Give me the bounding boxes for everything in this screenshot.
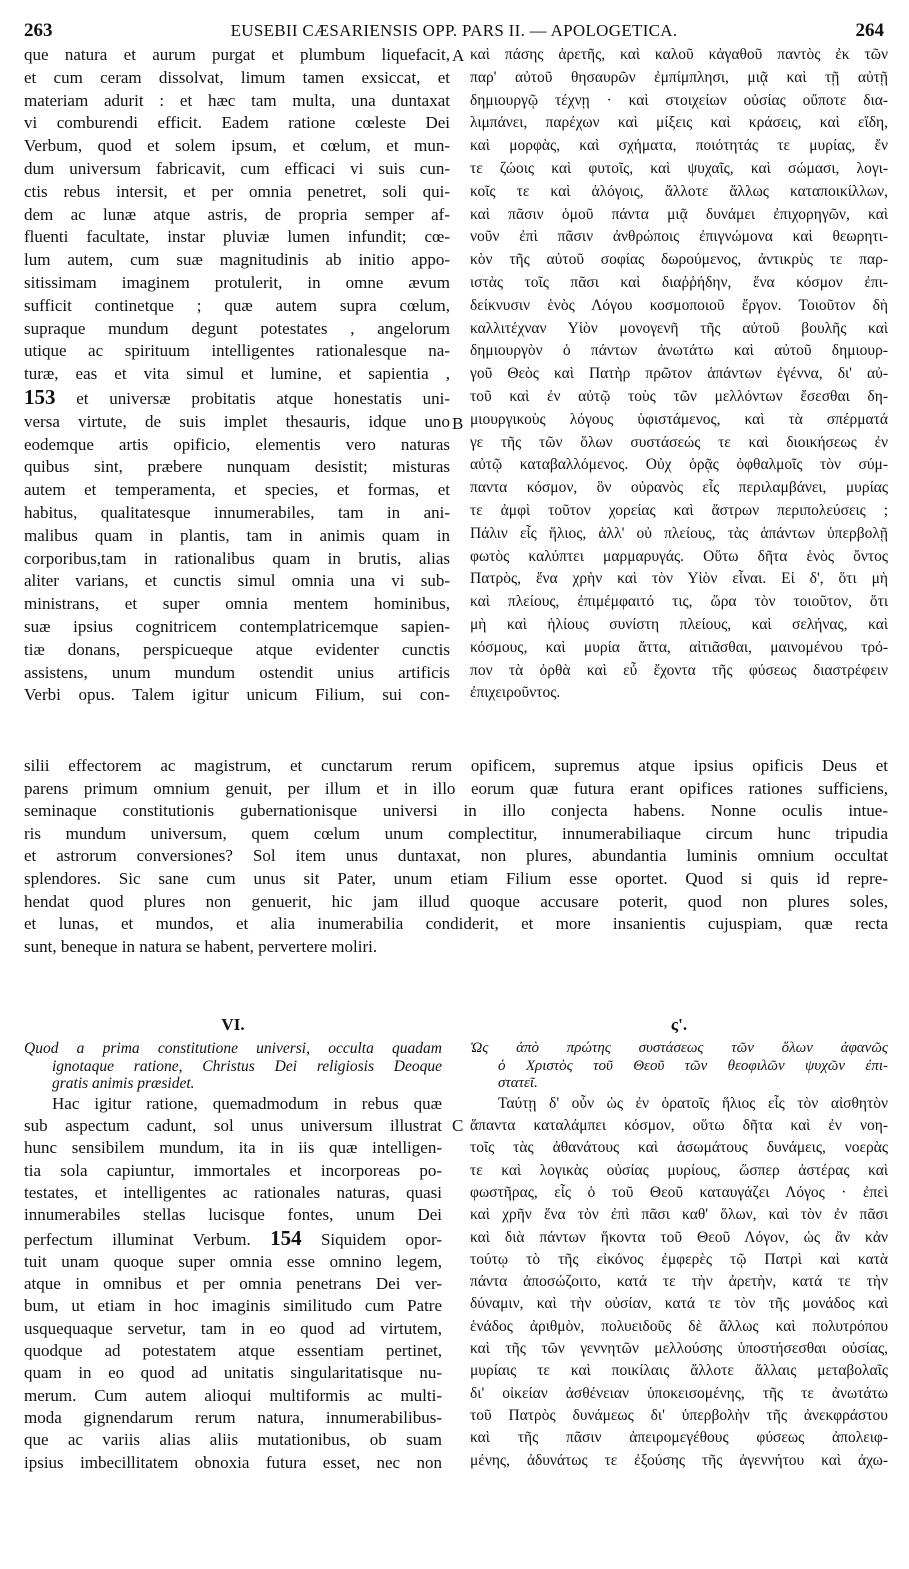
- text-line: τοῦ καὶ ἐν αὐτῷ τοὺς τῶν μελλόντων ἔσεσθαι δη-: [470, 387, 888, 405]
- text-line: τε καὶ λογικὰς οὐσίας μυρίους, ὥσπερ ἀστέρας καὶ: [470, 1161, 888, 1179]
- text-line: μὴ καὶ ἡλίους συνίστη πλείους, καὶ σελήνας, καὶ: [470, 615, 888, 633]
- text-line: φωστῆρας, εἷς ὁ τοῦ Θεοῦ καταυγάζει Λόγος · ἐπεὶ: [470, 1183, 888, 1201]
- text-line: ἐπιχειροῦντος.: [470, 684, 561, 702]
- margin-letter-b: B: [452, 414, 464, 433]
- text-line: sufficit continetque ; quæ autem supra cœlum,: [24, 295, 450, 315]
- latin-column-top: [24, 44, 450, 707]
- page-number-right: 264: [855, 20, 884, 41]
- section-heading-line: ignotaque ratione, Christus Dei religiosis Deoque: [52, 1057, 442, 1075]
- text-line: Πατρὸς, ἕνα χρὴν καὶ τὸν Υἱὸν εἶναι. Εἰ δ', ὅτι μὴ: [470, 570, 888, 588]
- text-line: τοῦ Πατρὸς δυνάμεως δι' ὑπερβολὴν τῆς ἀνεκφράστου: [470, 1406, 888, 1424]
- text-line: testates, et intelligentes ac rationales naturas, quasi: [24, 1182, 442, 1202]
- text-line: μιουργικοὺς λόγους ὑφιστάμενος, καὶ τὰ σπέρματά: [470, 410, 888, 428]
- text-line: γοῦ Θεὸς καὶ Πατὴρ πρῶτον ἁπάντων ἐγέννα, δι' αὐ-: [470, 365, 888, 383]
- text-line: seminaque constitutionis gubernationisque universi in illo conjecta habens. Nonne oculis intue-: [24, 801, 888, 821]
- text-line: malibus quam in plantis, tam in animis quam in: [24, 525, 450, 545]
- text-line: αὐτῷ καταβαλλόμενος. Οὐχ ὁρᾷς ὀφθαλμοῖς τὸν σύμ-: [470, 456, 888, 474]
- text-line: νοῦν ἐπὶ πᾶσιν ἀνθρώποις ἐπιγνώμονα καὶ θεωρητι-: [470, 228, 888, 246]
- text-line: hunc sensibilem mundum, ita in iis quæ intelligen-: [24, 1138, 442, 1158]
- text-fragment: perfectum illuminat Verbum.: [24, 1229, 271, 1249]
- text-line: sitissimam imaginem protulerit, in omne ævum: [24, 272, 450, 292]
- text-line: ministrans, et super omnia mentem hominibus,: [24, 594, 450, 614]
- text-line: ris mundum universum, quem cœlum unum complectitur, innumerabiliaque circum hunc tripudia: [24, 823, 888, 843]
- text-line: φωτὸς καλύπτει μαρμαρυγάς. Οὕτω δῆτα ἑνὸς ὄντος: [470, 547, 888, 565]
- text-line: turæ, eas et vita simul et lumine, et sapientia ,: [24, 364, 450, 384]
- text-line: et lunas, et mundos, et alia inumerabilia condiderit, et more insanientis cujuspiam, quæ recta: [24, 914, 888, 934]
- text-line: πον τὰ ὀρθὰ καὶ εὖ ἔχοντα τῆς φύσεως διαστρέφειν: [470, 661, 888, 679]
- text-line: Ταύτῃ δ' οὖν ὡς ἐν ὁρατοῖς ἥλιος εἷς τὸν αἰσθητὸν: [498, 1094, 888, 1112]
- text-line: πάντα ἀποσώζοιτο, κατά τε τὴν ἀρετὴν, κατά τε τὴν: [470, 1273, 888, 1291]
- section-number-greek: ς'.: [670, 1015, 688, 1034]
- text-line: tiæ donans, perspicueque atque evidenter cunctis: [24, 639, 450, 659]
- text-line: merum. Cum autem alioqui multiformis ac multi-: [24, 1385, 442, 1405]
- text-line: Verbi opus. Talem igitur unicum Filium, sui con-: [24, 685, 450, 705]
- text-line: innumerabiles stellas lucisque fontes, unum Dei: [24, 1205, 442, 1225]
- text-fragment: et universæ probitatis atque honestatis uni-: [55, 388, 450, 408]
- text-line: silii effectorem ac magistrum, et cunctarum rerum opificem, supremus atque ipsius opificis Deus et: [24, 756, 888, 775]
- text-line: Hac igitur ratione, quemadmodum in rebus quæ: [52, 1093, 442, 1113]
- text-line: et astrorum conversiones? Sol item unus duntaxat, non plures, abundantia luminis omnium occultat: [24, 846, 888, 866]
- text-line: δι' οἰκείαν ἀσθένειαν ὑποκεισομένης, τῆς τε ἀνωτάτω: [470, 1384, 888, 1402]
- section-number-latin: VI.: [221, 1015, 245, 1034]
- column-marker-number: 153: [24, 385, 56, 409]
- latin-full-width-text: [24, 755, 888, 958]
- text-line: καὶ πλείους, ἐπιμέμφαιτό τις, ὥρα τὸν τοιοῦτον, ὅτι: [470, 593, 888, 611]
- text-line: dum universum fabricavit, cum efficaci vi suis cun-: [24, 158, 450, 178]
- text-line: usquequaque servetur, tam in eo quod ad virtutem,: [24, 1318, 442, 1338]
- text-line: eodemque artis opificio, elementis vero naturas: [24, 434, 450, 454]
- text-line: καὶ τῆς πᾶσιν ἀπειρομεγέθους φύσεως ἀπολειφ-: [470, 1429, 888, 1447]
- text-line: δημιουργῷ τέχνῃ · καὶ στοιχείων οὐσίας οὔποτε δια-: [470, 91, 888, 109]
- text-line: καὶ μορφὰς, καὶ σχήματα, ποιότητάς τε μυρίας, ἔν: [470, 137, 888, 155]
- text-line: ιστὰς τοῖς πᾶσι καὶ διαῤῥήδην, ἕνα κόσμον ἐπι-: [470, 273, 888, 291]
- latin-column-bottom: [24, 1014, 442, 1474]
- text-line: λιμπάνει, παρέχων καὶ μίξεις καὶ κράσεις, καὶ εἴδη,: [470, 114, 888, 132]
- text-line: καλλιτέχναν Υἱὸν μονογενῆ τῆς αὐτοῦ βουλῆς καὶ: [470, 319, 888, 337]
- text-line: materiam adurit : et hæc tam multa, una duntaxat: [24, 90, 450, 110]
- greek-column-bottom: [470, 1014, 888, 1472]
- text-line: autem et temperamenta, et species, et formas, et: [24, 480, 450, 500]
- section-heading-line: Ὡς ἀπὸ πρώτης συστάσεως τῶν ὅλων ἀφανῶς: [470, 1040, 888, 1057]
- text-line: τούτῳ τὸ τῆς εἰκόνος ἐμφερὲς τῷ Πατρὶ καὶ κατὰ: [470, 1250, 888, 1268]
- text-line: παντα κόσμον, ὃν οὐρανὸς εἷς περιλαμβάνει, μυρίας: [470, 479, 888, 497]
- text-line: ἑνάδος ἀριθμὸν, πολυειδοῦς δὲ ἄλλως καὶ πολυτρόπου: [470, 1317, 888, 1335]
- running-header: [24, 20, 884, 44]
- text-line: quodque ad potestatem atque essentiam pertinet,: [24, 1341, 442, 1361]
- text-line: moda gignendarum rerum natura, innumerabilibus-: [24, 1407, 442, 1427]
- text-line: δύναμιν, καὶ τὴν οὐσίαν, κατά τε τὸν τῆς μονάδος καὶ: [470, 1295, 888, 1313]
- text-line: καὶ χρῆν ἕνα τὸν ἐπὶ πᾶσι καθ' ὅλων, καὶ τὸν ἐν πᾶσι: [470, 1206, 888, 1224]
- text-line: et cum ceram dissolvat, limum tamen exsiccat, et: [24, 67, 450, 87]
- text-line: aliter varians, et cunctis simul omnia una vi sub-: [24, 571, 450, 591]
- text-line: καὶ πάσης ἀρετῆς, καὶ καλοῦ κἀγαθοῦ παντὸς ἐκ τῶν: [470, 46, 888, 63]
- running-title: EUSEBII CÆSARIENSIS OPP. PARS II. — APOLOGETICA.: [230, 21, 678, 40]
- text-line: utique ac spirituum intelligentes rationalesque na-: [24, 341, 450, 361]
- text-line: corporibus,tam in rationalibus quam in brutis, alias: [24, 548, 450, 568]
- text-line: sub aspectum cadunt, sol unus universum illustrat: [24, 1116, 442, 1136]
- text-line: vi comburendi efficit. Eadem ratione cœleste Dei: [24, 113, 450, 133]
- text-line: καὶ πᾶσιν ὁμοῦ πάντα μιᾷ δυνάμει ἐπιχορηγῶν, καὶ: [470, 205, 888, 223]
- text-line: ctis rebus intersit, et per omnia penetret, soli qui-: [24, 181, 450, 201]
- text-line: μένης, ἀδυνάτως τε ἐξούσης τῆς ἀγεννήτου καὶ ἀχω-: [470, 1451, 888, 1469]
- section-heading-line: στατεῖ.: [498, 1075, 538, 1092]
- text-line: tia sola capiuntur, immortales et incorporeas po-: [24, 1160, 442, 1180]
- text-fragment: Siquidem opor-: [301, 1229, 442, 1249]
- text-line: κοῖς τε καὶ ἀλόγοις, ἄλλοτε ἄλλως καταποικίλλων,: [470, 182, 888, 200]
- text-line: assistens, unum mundum ostendit unius artificis: [24, 662, 450, 682]
- text-line: ipsius imbecillitatem obnoxia futura esset, nec non: [24, 1452, 442, 1472]
- text-line: γε τῆς τῶν ὅλων συστάσεώς τε καὶ διοικήσεως ἐν: [470, 433, 888, 451]
- text-line: fluenti facultate, instar pluviæ lumen infundit; cœ-: [24, 227, 450, 247]
- text-line: μυρίαις τε καὶ ποικίλαις ἄλλοτε ἄλλαις μεταβολαῖς: [470, 1362, 888, 1380]
- text-line: δείκνυσιν ἑνὸς Λόγου κοσμοποιοῦ ἔργον. Τοιοῦτον δὴ: [470, 296, 888, 314]
- text-line: δημιουργὸν ὁ πάντων ἀνωτάτω καὶ αὐτοῦ δημιουρ-: [470, 342, 888, 360]
- text-line: atque in omnibus et per omnia penetrans Dei ver-: [24, 1274, 442, 1294]
- text-line: ἅπαντα καταλάμπει κόσμον, οὕτω δῆτα καὶ ἐν νοη-: [470, 1117, 888, 1135]
- text-line: τε ζώοις καὶ φυτοῖς, καὶ ψυχαῖς, καὶ σώμασι, λογι-: [470, 159, 888, 177]
- margin-letter-a: A: [452, 46, 465, 65]
- text-line: καὶ τῆς τῶν γεννητῶν μελλούσης ὑποστήσεσθαι οὐσίας,: [470, 1340, 888, 1358]
- text-line: quam in eo quod ad unitatis singularitatisque nu-: [24, 1363, 442, 1383]
- section-heading-line: ὁ Χριστὸς τοῦ Θεοῦ τῶν θεοφιλῶν ψυχῶν ἐπι-: [498, 1057, 888, 1074]
- text-line: bum, ut etiam in hoc imaginis similitudo cum Patre: [24, 1296, 442, 1316]
- text-line: lum autem, cum suæ magnitudinis ab initio appo-: [24, 250, 450, 270]
- text-line: quibus sint, præbere nunquam desistit; misturas: [24, 457, 450, 477]
- text-line: [24, 386, 450, 411]
- text-line: Πάλιν εἷς ἥλιος, ἀλλ' οὐ πλείους, τὰς ἁπάντων ὑπερβολῇ: [470, 524, 888, 542]
- text-line: hendat quod plures non genuerit, hic jam illud quoque accusare poterit, quod non plures soles,: [24, 891, 888, 911]
- text-line: κόσμους, καὶ μυρία ἄττα, αἰτιᾶσθαι, μαινομένου τρό-: [470, 638, 888, 656]
- section-heading-line: Quod a prima constitutione universi, occulta quadam: [24, 1040, 442, 1058]
- text-line: versa virtute, de suis implet thesauris, idque uno: [24, 411, 450, 431]
- text-line: τε ἀμφὶ τοῦτον χορείας καὶ ἄστρων περιπολεύσεις ;: [470, 501, 888, 519]
- text-line: que ac variis alias aliis mutationibus, ob suam: [24, 1430, 442, 1450]
- text-line: παρ' αὐτοῦ θησαυρῶν ἐμπίμπλησι, μιᾷ καὶ τῇ αὐτῇ: [470, 68, 888, 86]
- text-line: [24, 1227, 442, 1251]
- text-line: splendores. Sic sane cum unus sit Pater, unum etiam Filium esse oportet. Quod si quis id repre-: [24, 868, 888, 888]
- text-line: que natura et aurum purgat et plumbum liquefacit,: [24, 45, 450, 64]
- text-line: sunt, beneque in natura se habent, pervertere moliri.: [24, 936, 378, 956]
- column-marker-number: 154: [270, 1226, 302, 1250]
- text-line: supraque mundum degunt potestates , angelorum: [24, 318, 450, 338]
- text-line: κὸν τῆς αὐτοῦ σοφίας δωρούμενος, ἀντικρὺς τε παρ-: [470, 251, 888, 269]
- text-line: habitus, qualitatesque innumerabiles, tam in ani-: [24, 502, 450, 522]
- margin-letter-c: C: [452, 1116, 464, 1135]
- text-line: τοῖς τὰς ἀθανάτους καὶ ἀσωμάτους δυνάμεις, νοερὰς: [470, 1139, 888, 1157]
- text-line: Verbum, quod et solem ipsum, et cœlum, et mun-: [24, 136, 450, 156]
- page-number-left: 263: [24, 20, 53, 41]
- section-heading-line: gratis animis præsidet.: [52, 1075, 195, 1093]
- greek-column-top: [470, 44, 888, 705]
- text-line: dem ac lunæ atque astris, de propria semper af-: [24, 204, 450, 224]
- text-line: tuit unam quoque super omnia esse omnino legem,: [24, 1251, 442, 1271]
- text-line: parens primum omnium genuit, per illum et in illo eorum quæ futura erant opifices rationes sufficiens,: [24, 778, 888, 798]
- text-line: suæ ipsius cognitricem contemplatricemque sapien-: [24, 616, 450, 636]
- text-line: καὶ διὰ πάντων ἥκοντα τοῦ Θεοῦ Λόγον, ὡς ἂν κἀν: [470, 1228, 888, 1246]
